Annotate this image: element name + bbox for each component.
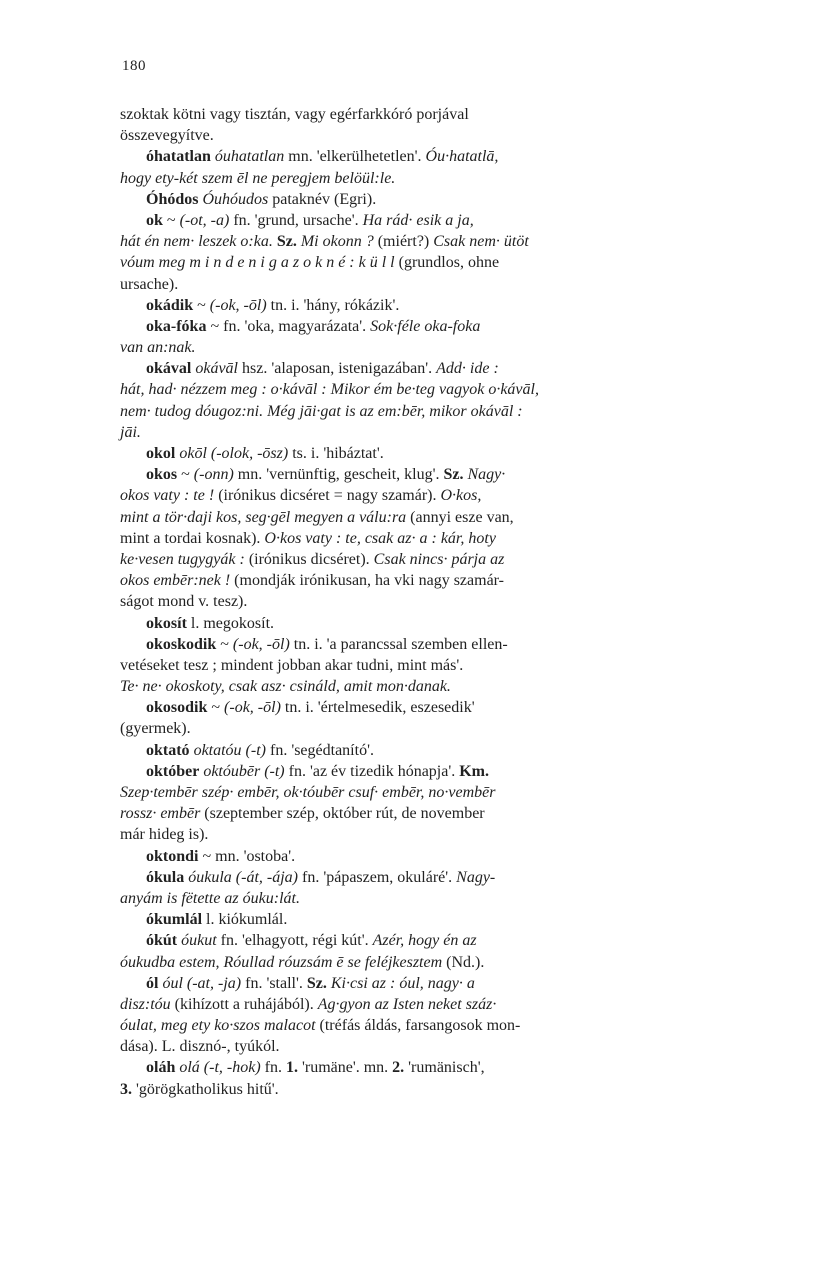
text-line bbox=[120, 824, 740, 845]
italic-span: Óuhóudos bbox=[202, 190, 269, 208]
text-span: tn. i. 'a parancssal szemben ellen- bbox=[289, 635, 508, 653]
bold-span: Óhódos bbox=[146, 190, 199, 208]
italic-span: jāi. bbox=[120, 423, 141, 441]
text-line bbox=[120, 146, 740, 167]
text-line bbox=[120, 337, 740, 358]
bold-span: Sz. bbox=[443, 466, 464, 484]
text-line bbox=[120, 104, 740, 125]
text-line bbox=[120, 168, 740, 189]
text-line bbox=[120, 973, 740, 994]
bold-span: oláh bbox=[146, 1059, 176, 1077]
text-span: hsz. 'alaposan, istenigazában'. bbox=[238, 360, 437, 378]
text-line bbox=[120, 994, 740, 1015]
text-line bbox=[120, 782, 740, 803]
italic-span: óul (-at, -ja) bbox=[162, 974, 242, 992]
text-span: (tréfás áldás, farsangosok mon- bbox=[315, 1017, 521, 1035]
text-span: (mondják irónikusan, ha vki nagy szamár- bbox=[230, 572, 504, 590]
text-span: l. megokosít. bbox=[186, 614, 275, 632]
italic-span: Te· ne· okoskoty, csak asz· csináld, amit mon·danak. bbox=[120, 678, 451, 696]
text-line bbox=[120, 718, 740, 739]
text-span: ts. i. 'hibáztat'. bbox=[288, 445, 384, 462]
text-line bbox=[120, 803, 740, 824]
bold-span: Sz. bbox=[276, 233, 297, 251]
bold-span: okoskodik bbox=[146, 635, 217, 653]
text-span: dása). L. disznó-, tyúkól. bbox=[120, 1038, 280, 1056]
text-line bbox=[120, 485, 740, 506]
text-line bbox=[120, 358, 740, 379]
bold-span: okos bbox=[146, 466, 178, 484]
text-line bbox=[120, 189, 740, 210]
text-line bbox=[120, 422, 740, 443]
text-span: 'görögkatholikus hitű'. bbox=[132, 1080, 279, 1098]
text-line bbox=[120, 867, 740, 888]
text-span: fn. 'pápaszem, okuláré'. bbox=[298, 868, 457, 886]
italic-span: októubēr (-t) bbox=[203, 762, 285, 780]
text-span: ~ bbox=[216, 635, 233, 653]
text-span: tn. i. 'hány, rókázik'. bbox=[266, 296, 400, 314]
bold-span: oktató bbox=[146, 741, 190, 759]
italic-span: (-ok, -ōl) bbox=[209, 296, 267, 314]
text-span: (miért?) bbox=[373, 233, 434, 251]
text-line bbox=[120, 401, 740, 422]
italic-span: (-ok, -ōl) bbox=[224, 699, 281, 717]
italic-span: rossz· embēr bbox=[120, 805, 201, 823]
text-span: fn. 'elhagyott, régi kút'. bbox=[216, 932, 373, 950]
italic-span: ke·vesen tugygyák : bbox=[120, 550, 245, 568]
italic-span: O·kos vaty : te, csak az· a : kár, hoty bbox=[264, 529, 496, 547]
text-line bbox=[120, 210, 740, 231]
text-span: mint a tordai kosnak). bbox=[120, 529, 265, 547]
dictionary-text bbox=[120, 104, 740, 1100]
italic-span: (-ok, -ōl) bbox=[232, 635, 290, 653]
text-span: fn. 'az év tizedik hónapja'. bbox=[284, 762, 460, 780]
text-span: fn. bbox=[260, 1059, 286, 1077]
italic-span: Csak nincs· párja az bbox=[373, 550, 505, 568]
text-line bbox=[120, 528, 740, 549]
text-span: l. kiókumlál. bbox=[202, 911, 288, 929]
italic-span: Add· ide : bbox=[436, 360, 499, 378]
italic-span: óukut bbox=[181, 932, 217, 950]
text-line bbox=[120, 1036, 740, 1057]
text-span: fn. 'stall'. bbox=[241, 974, 307, 992]
italic-span: disz:tóu bbox=[120, 995, 171, 1013]
text-span: ~ bbox=[177, 466, 194, 484]
text-span: fn. 'grund, ursache'. bbox=[229, 211, 363, 229]
text-line bbox=[120, 379, 740, 400]
text-line bbox=[120, 570, 740, 591]
text-line bbox=[120, 252, 740, 273]
italic-span: Sok·féle oka-foka bbox=[370, 317, 481, 335]
italic-span: (-onn) bbox=[193, 466, 234, 484]
italic-span: Óu·hatatlā, bbox=[425, 148, 499, 166]
text-line bbox=[120, 591, 740, 612]
text-span: 'rumänisch', bbox=[404, 1059, 485, 1077]
text-span: (irónikus dicséret). bbox=[244, 550, 374, 568]
text-span: fn. 'segédtanító'. bbox=[265, 741, 374, 759]
italic-span: vóum meg m i n d e n i g a z o k n é : k ü l l bbox=[120, 254, 395, 272]
italic-span: hogy ety-két szem ēl ne peregjem belöül:le. bbox=[120, 169, 396, 187]
italic-span: óulat, meg ety ko·szos malacot bbox=[120, 1017, 316, 1035]
bold-span: óhatatlan bbox=[146, 148, 211, 166]
text-span: már hideg is). bbox=[120, 826, 209, 844]
bold-span: okával bbox=[146, 360, 192, 378]
text-span: 'rumäne'. mn. bbox=[297, 1059, 393, 1077]
text-line bbox=[120, 846, 740, 867]
text-span: ursache). bbox=[120, 275, 179, 293]
bold-span: okosodik bbox=[146, 699, 208, 717]
text-span: (Nd.). bbox=[442, 953, 485, 971]
text-line bbox=[120, 613, 740, 634]
italic-span: okávāl bbox=[195, 360, 238, 378]
italic-span: hát, had· nézzem meg : o·kávāl : Mikor ém be·teg vagyok o·kávāl, bbox=[120, 381, 539, 399]
text-line bbox=[120, 295, 740, 316]
bold-span: ok bbox=[146, 211, 163, 229]
italic-span: óuhatatlan bbox=[214, 148, 285, 166]
text-line bbox=[120, 274, 740, 295]
text-span: pataknév (Egri). bbox=[268, 190, 377, 208]
italic-span: nem· tudog dóugoz:ni. Még jāi·gat is az em:bēr, mikor okávāl : bbox=[120, 402, 523, 420]
text-line bbox=[120, 1015, 740, 1036]
bold-span: Sz. bbox=[306, 974, 327, 992]
text-line bbox=[120, 676, 740, 697]
text-line bbox=[120, 634, 740, 655]
text-line bbox=[120, 930, 740, 951]
bold-span: ókumlál bbox=[146, 911, 203, 929]
italic-span: Nagy- bbox=[456, 868, 496, 886]
text-span: vetéseket tesz ; mindent jobban akar tudni, mint más'. bbox=[120, 656, 464, 674]
bold-span: október bbox=[146, 762, 200, 780]
text-span: ~ bbox=[193, 296, 210, 314]
text-line bbox=[120, 1079, 740, 1100]
text-line bbox=[120, 740, 740, 761]
bold-span: oktondi bbox=[146, 847, 199, 865]
text-line bbox=[120, 549, 740, 570]
italic-span: óukudba estem, Róullad róuzsám ē se feléjkesztem bbox=[120, 953, 443, 971]
italic-span: Ag·gyon az Isten neket száz· bbox=[317, 995, 497, 1013]
text-span: összevegyítve. bbox=[120, 127, 214, 145]
text-span: mn. 'elkerülhetetlen'. bbox=[284, 148, 426, 166]
bold-span: ól bbox=[146, 974, 159, 992]
page-number: 180 bbox=[122, 58, 146, 74]
italic-span: Azér, hogy én az bbox=[372, 932, 477, 950]
text-line bbox=[120, 443, 740, 464]
bold-span: ókula bbox=[146, 868, 185, 886]
italic-span: Szep·tembēr szép· embēr, ok·tóubēr csuf· embēr, no·vembēr bbox=[120, 784, 496, 801]
text-line bbox=[120, 655, 740, 676]
text-line bbox=[120, 316, 740, 337]
bold-span: oka-fóka bbox=[146, 317, 207, 335]
bold-span: okosít bbox=[146, 614, 187, 632]
italic-span: okos vaty : te ! bbox=[120, 487, 215, 505]
text-line bbox=[120, 909, 740, 930]
italic-span: Csak nem· ütöt bbox=[433, 233, 529, 251]
bold-span: Km. bbox=[459, 762, 490, 780]
text-span: ~ fn. 'oka, magyarázata'. bbox=[206, 317, 371, 335]
bold-span: 3. bbox=[120, 1080, 132, 1098]
text-line bbox=[120, 952, 740, 973]
text-line bbox=[120, 761, 740, 782]
bold-span: okádik bbox=[146, 296, 194, 314]
italic-span: Ha rád· esik a ja, bbox=[362, 211, 474, 229]
text-span: (szeptember szép, október rút, de november bbox=[200, 805, 485, 823]
italic-span: okōl (-olok, -ōsz) bbox=[179, 445, 289, 462]
text-line bbox=[120, 507, 740, 528]
text-span: ~ bbox=[207, 699, 225, 717]
italic-span: anyám is fëtette az óuku:lát. bbox=[120, 889, 300, 907]
text-span: szoktak kötni vagy tisztán, vagy egérfarkkóró porjával bbox=[120, 106, 469, 123]
text-span: mn. 'vernünftig, gescheit, klug'. bbox=[233, 466, 444, 484]
text-line bbox=[120, 125, 740, 146]
text-line bbox=[120, 1057, 740, 1078]
italic-span: okos embēr:nek ! bbox=[120, 572, 231, 590]
italic-span: Mi okonn ? bbox=[300, 233, 374, 251]
italic-span: (-ot, -a) bbox=[179, 211, 230, 229]
italic-span: hát én nem· leszek o:ka. bbox=[120, 233, 273, 251]
bold-span: okol bbox=[146, 445, 176, 462]
text-span: tn. i. 'értelmesedik, eszesedik' bbox=[280, 699, 475, 717]
italic-span: olá (-t, -hok) bbox=[179, 1059, 261, 1077]
italic-span: Ki·csi az : óul, nagy· a bbox=[330, 974, 475, 992]
text-span: (irónikus dicséret = nagy szamár). bbox=[214, 487, 441, 505]
text-line bbox=[120, 231, 740, 252]
text-span: (annyi esze van, bbox=[406, 508, 514, 526]
text-span: ~ bbox=[162, 211, 180, 229]
italic-span: Nagy· bbox=[467, 466, 506, 484]
italic-span: van an:nak. bbox=[120, 339, 196, 357]
italic-span: mint a tör·daji kos, seg·gēl megyen a válu:ra bbox=[120, 508, 407, 526]
text-span: (kihízott a ruhájából). bbox=[170, 995, 318, 1013]
italic-span: óukula (-át, -ája) bbox=[188, 868, 298, 886]
text-line bbox=[120, 697, 740, 718]
italic-span: oktatóu (-t) bbox=[193, 741, 266, 759]
bold-span: ókút bbox=[146, 932, 178, 950]
text-span: (gyermek). bbox=[120, 720, 191, 738]
text-span: ~ mn. 'ostoba'. bbox=[198, 847, 296, 865]
bold-span: 2. bbox=[392, 1059, 405, 1077]
text-span: ságot mond v. tesz). bbox=[120, 593, 248, 611]
text-line bbox=[120, 464, 740, 485]
text-line bbox=[120, 888, 740, 909]
italic-span: O·kos, bbox=[440, 487, 482, 505]
bold-span: 1. bbox=[285, 1059, 298, 1077]
text-span: (grundlos, ohne bbox=[394, 254, 500, 272]
